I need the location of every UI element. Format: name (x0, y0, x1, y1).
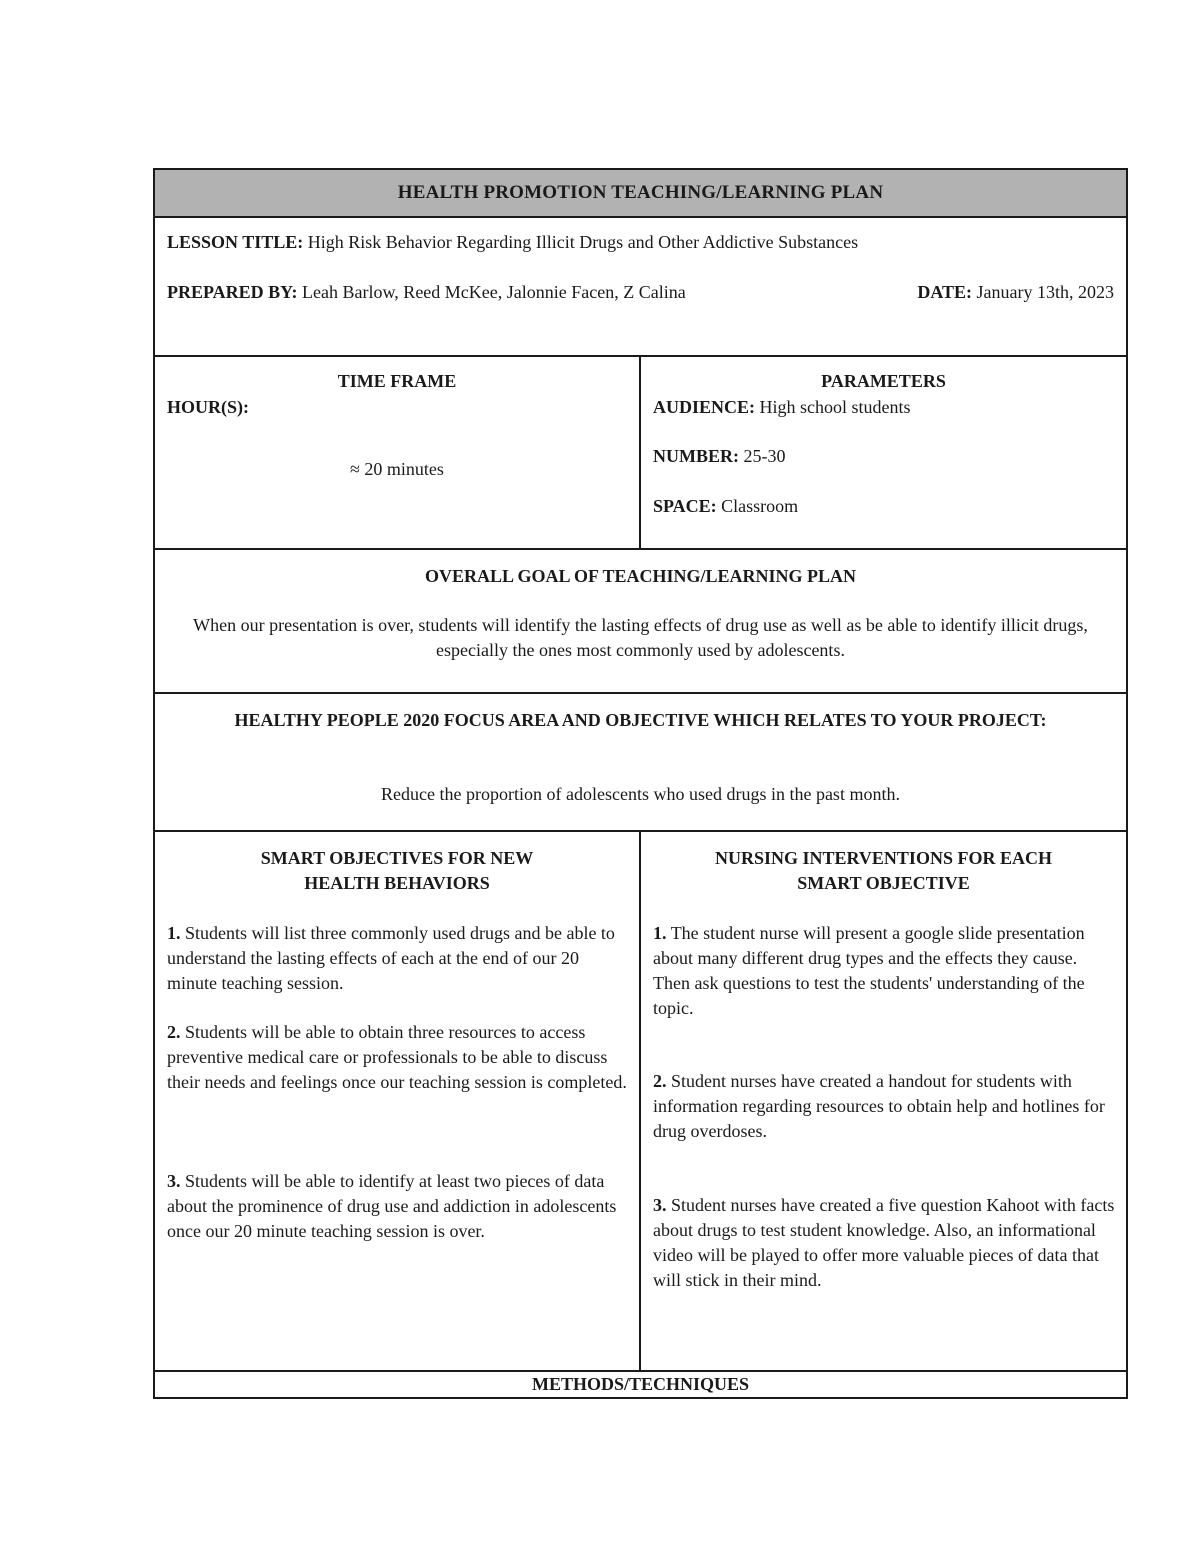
date-line (917, 282, 1114, 303)
plan-header (155, 170, 1126, 218)
overall-goal-title: OVERALL GOAL OF TEACHING/LEARNING PLAN (424, 566, 857, 586)
space-line (653, 496, 798, 517)
methods-techniques-row (155, 1372, 1126, 1397)
lesson-title-line (167, 232, 858, 253)
audience-line (653, 397, 911, 418)
time-frame-cell (155, 357, 641, 548)
nursing-title-line2: SMART OBJECTIVE (797, 873, 970, 893)
audience-label: AUDIENCE: (653, 397, 756, 417)
nursing-interventions-title (641, 846, 1126, 896)
space-value: Classroom (721, 496, 799, 516)
date-value: January 13th, 2023 (976, 282, 1114, 302)
nursing-interventions-cell (641, 832, 1126, 1370)
prepared-by-value: Leah Barlow, Reed McKee, Jalonnie Facen, Z Calina (302, 282, 686, 302)
prepared-by-label: PREPARED BY: (167, 282, 298, 302)
overall-goal-text: When our presentation is over, students will identify the lasting effects of drug use as well as be able to identify illicit drugs, especially the ones most commonly used by adolescents. (193, 615, 1088, 660)
smart-objective-2-num: 2. (167, 1022, 181, 1042)
smart-objective-3 (167, 1169, 629, 1244)
methods-techniques-title: METHODS/TECHNIQUES (531, 1374, 750, 1394)
nursing-intervention-1 (653, 921, 1116, 1021)
nursing-intervention-1-num: 1. (653, 923, 667, 943)
time-frame-title: TIME FRAME (337, 371, 457, 391)
space-label: SPACE: (653, 496, 717, 516)
parameters-cell (641, 357, 1126, 548)
timeframe-parameters-row (155, 357, 1126, 550)
healthy-people-row (155, 694, 1126, 832)
time-frame-value: ≈ 20 minutes (350, 459, 444, 479)
number-line (653, 446, 786, 467)
parameters-title: PARAMETERS (821, 371, 946, 391)
prepared-by-line (167, 282, 686, 303)
nursing-intervention-3-num: 3. (653, 1195, 667, 1215)
nursing-intervention-3 (653, 1193, 1116, 1293)
number-label: NUMBER: (653, 446, 739, 466)
smart-objective-1 (167, 921, 629, 996)
smart-title-line2: HEALTH BEHAVIORS (304, 873, 490, 893)
healthy-people-text: Reduce the proportion of adolescents who used drugs in the past month. (381, 784, 900, 804)
nursing-intervention-2 (653, 1069, 1116, 1144)
date-label: DATE: (917, 282, 973, 302)
smart-objectives-title (155, 846, 639, 896)
number-value: 25-30 (743, 446, 786, 466)
smart-title-line1: SMART OBJECTIVES FOR NEW (260, 848, 534, 868)
smart-objective-3-num: 3. (167, 1171, 181, 1191)
lesson-title-label: LESSON TITLE: (167, 232, 304, 252)
smart-objective-2 (167, 1020, 629, 1095)
smart-objective-3-text: Students will be able to identify at least two pieces of data about the prominence of drug use and addiction in adolescents once our 20 minute teaching session is over. (167, 1171, 617, 1241)
nursing-intervention-1-text: The student nurse will present a google slide presentation about many different drug types and the effects they cause. Then ask questions to test the students' understanding of the topic. (653, 923, 1085, 1018)
smart-objective-1-num: 1. (167, 923, 181, 943)
audience-value: High school students (759, 397, 911, 417)
nursing-intervention-2-num: 2. (653, 1071, 667, 1091)
lesson-info-row (155, 218, 1126, 357)
healthy-people-title: HEALTHY PEOPLE 2020 FOCUS AREA AND OBJECTIVE WHICH RELATES TO YOUR PROJECT: (234, 710, 1047, 730)
nursing-intervention-3-text: Student nurses have created a five question Kahoot with facts about drugs to test student knowledge. Also, an informational video will be played to offer more valuable pieces of data that will stick in their mind. (653, 1195, 1115, 1290)
smart-objectives-row (155, 832, 1126, 1372)
smart-objective-1-text: Students will list three commonly used drugs and be able to understand the lasting effects of each at the end of our 20 minute teaching session. (167, 923, 615, 993)
lesson-title-value: High Risk Behavior Regarding Illicit Drugs and Other Addictive Substances (307, 232, 859, 252)
hours-label: HOUR(S): (167, 397, 249, 417)
nursing-title-line1: NURSING INTERVENTIONS FOR EACH (715, 848, 1052, 868)
plan-title: HEALTH PROMOTION TEACHING/LEARNING PLAN (397, 182, 884, 203)
overall-goal-row (155, 550, 1126, 694)
smart-objectives-cell (155, 832, 641, 1370)
smart-objective-2-text: Students will be able to obtain three resources to access preventive medical care or professionals to be able to discuss their needs and feelings once our teaching session is completed. (167, 1022, 627, 1092)
teaching-plan-table (153, 168, 1128, 1399)
nursing-intervention-2-text: Student nurses have created a handout for students with information regarding resources to obtain help and hotlines for drug overdoses. (653, 1071, 1105, 1141)
